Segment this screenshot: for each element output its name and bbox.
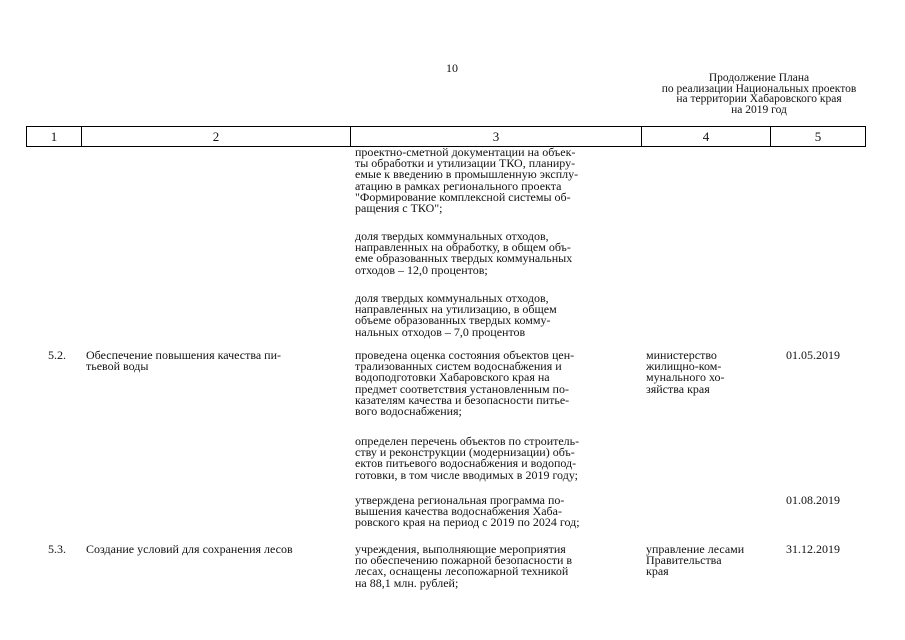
text-line: объеме образованных твердых комму- [355,313,551,328]
result-text-tko-utilization [355,293,557,338]
text-line: определен перечень объектов по строитель- [355,434,580,448]
result-text-continuation [355,147,578,214]
result-text [355,544,572,589]
text-line: ству и реконструкции (модернизации) объ- [355,445,575,460]
text-line: на 88,1 млн. рублей; [355,575,459,590]
column-number-row [26,126,866,147]
text-line: вышения качества водоснабжения Хаба- [355,504,562,519]
text-line: мунального хо- [646,370,725,385]
header-line: на территории Хабаровского края [676,93,842,105]
text-line: проведена оценка состояния объектов цен- [355,348,575,362]
text-line: емые к введению в промышленную эксплу- [355,167,579,182]
text-line: ращения с ТКО"; [355,201,443,216]
text-line: нальных отходов – 7,0 процентов [355,324,526,339]
column-number: 2 [82,127,351,146]
text-line: предмет соответствия установленным по- [355,381,569,396]
text-line: ектов питьевого водоснабжения и водопод- [355,456,577,471]
text-line: министерство [646,348,717,362]
column-number: 4 [642,127,771,146]
result-text-tko-processing [355,231,572,276]
row-number: 5.2. [48,348,66,362]
activity-title [86,350,281,372]
deadline-date: 01.08.2019 [786,493,840,507]
text-line: по обеспечению пожарной безопасности в [355,553,573,568]
text-line: ты обработки и утилизации ТКО, планиру- [355,156,576,171]
text-line: Правительства [646,553,722,568]
activity-title [86,544,293,555]
text-line: лесах, оснащены лесопожарной техникой [355,564,569,579]
column-number: 3 [351,127,642,146]
text-line: тьевой воды [86,359,149,374]
header-line: по реализации Национальных проектов [661,82,857,95]
text-line: Создание условий для сохранения лесов [86,542,293,556]
text-line: зяйства края [646,381,710,396]
deadline-date: 31.12.2019 [786,542,840,556]
text-line: направленных на утилизацию, в общем [355,302,557,317]
text-line: управление лесами [646,542,745,556]
result-text [355,436,579,481]
text-line: атацию в рамках регионального проекта [355,178,562,193]
text-line: "Формирование комплексной системы об- [355,189,571,204]
column-number: 5 [814,129,822,144]
responsible-party [646,350,725,395]
column-number: 1 [27,127,82,146]
text-line: доля твердых коммунальных отходов, [355,291,549,305]
text-line: вого водоснабжения; [355,404,462,419]
text-line: доля твердых коммунальных отходов, [355,229,549,243]
text-line: жилищно-ком- [646,359,722,374]
text-line: еме образованных твердых коммунальных [355,251,573,266]
result-text [355,495,580,529]
row-number: 5.3. [48,542,66,556]
header-line: на 2019 год [731,103,787,116]
text-line: готовки, в том числе вводимых в 2019 году; [355,467,578,482]
text-line: казателям качества и безопасности питье- [355,392,570,407]
text-line: трализованных систем водоснабжения и [355,359,562,374]
text-line: проектно-сметной документации на объек- [355,145,576,159]
text-line: учреждения, выполняющие мероприятия [355,542,566,556]
responsible-party [646,544,744,578]
deadline-date: 01.05.2019 [786,348,840,362]
result-text [355,350,574,417]
text-line: Обеспечение повышения качества пи- [86,348,282,362]
text-line: водоподготовки Хабаровского края на [355,370,550,385]
continuation-header [630,73,888,115]
text-line: отходов – 12,0 процентов; [355,262,488,277]
page-number: 10 [446,61,458,75]
text-line: утверждена региональная программа по- [355,493,565,507]
header-line: Продолжение Плана [708,72,810,84]
text-line: направленных на обработку, в общем объ- [355,240,571,255]
text-line: ровского края на период с 2019 по 2024 год; [355,515,580,530]
text-line: края [646,564,669,579]
